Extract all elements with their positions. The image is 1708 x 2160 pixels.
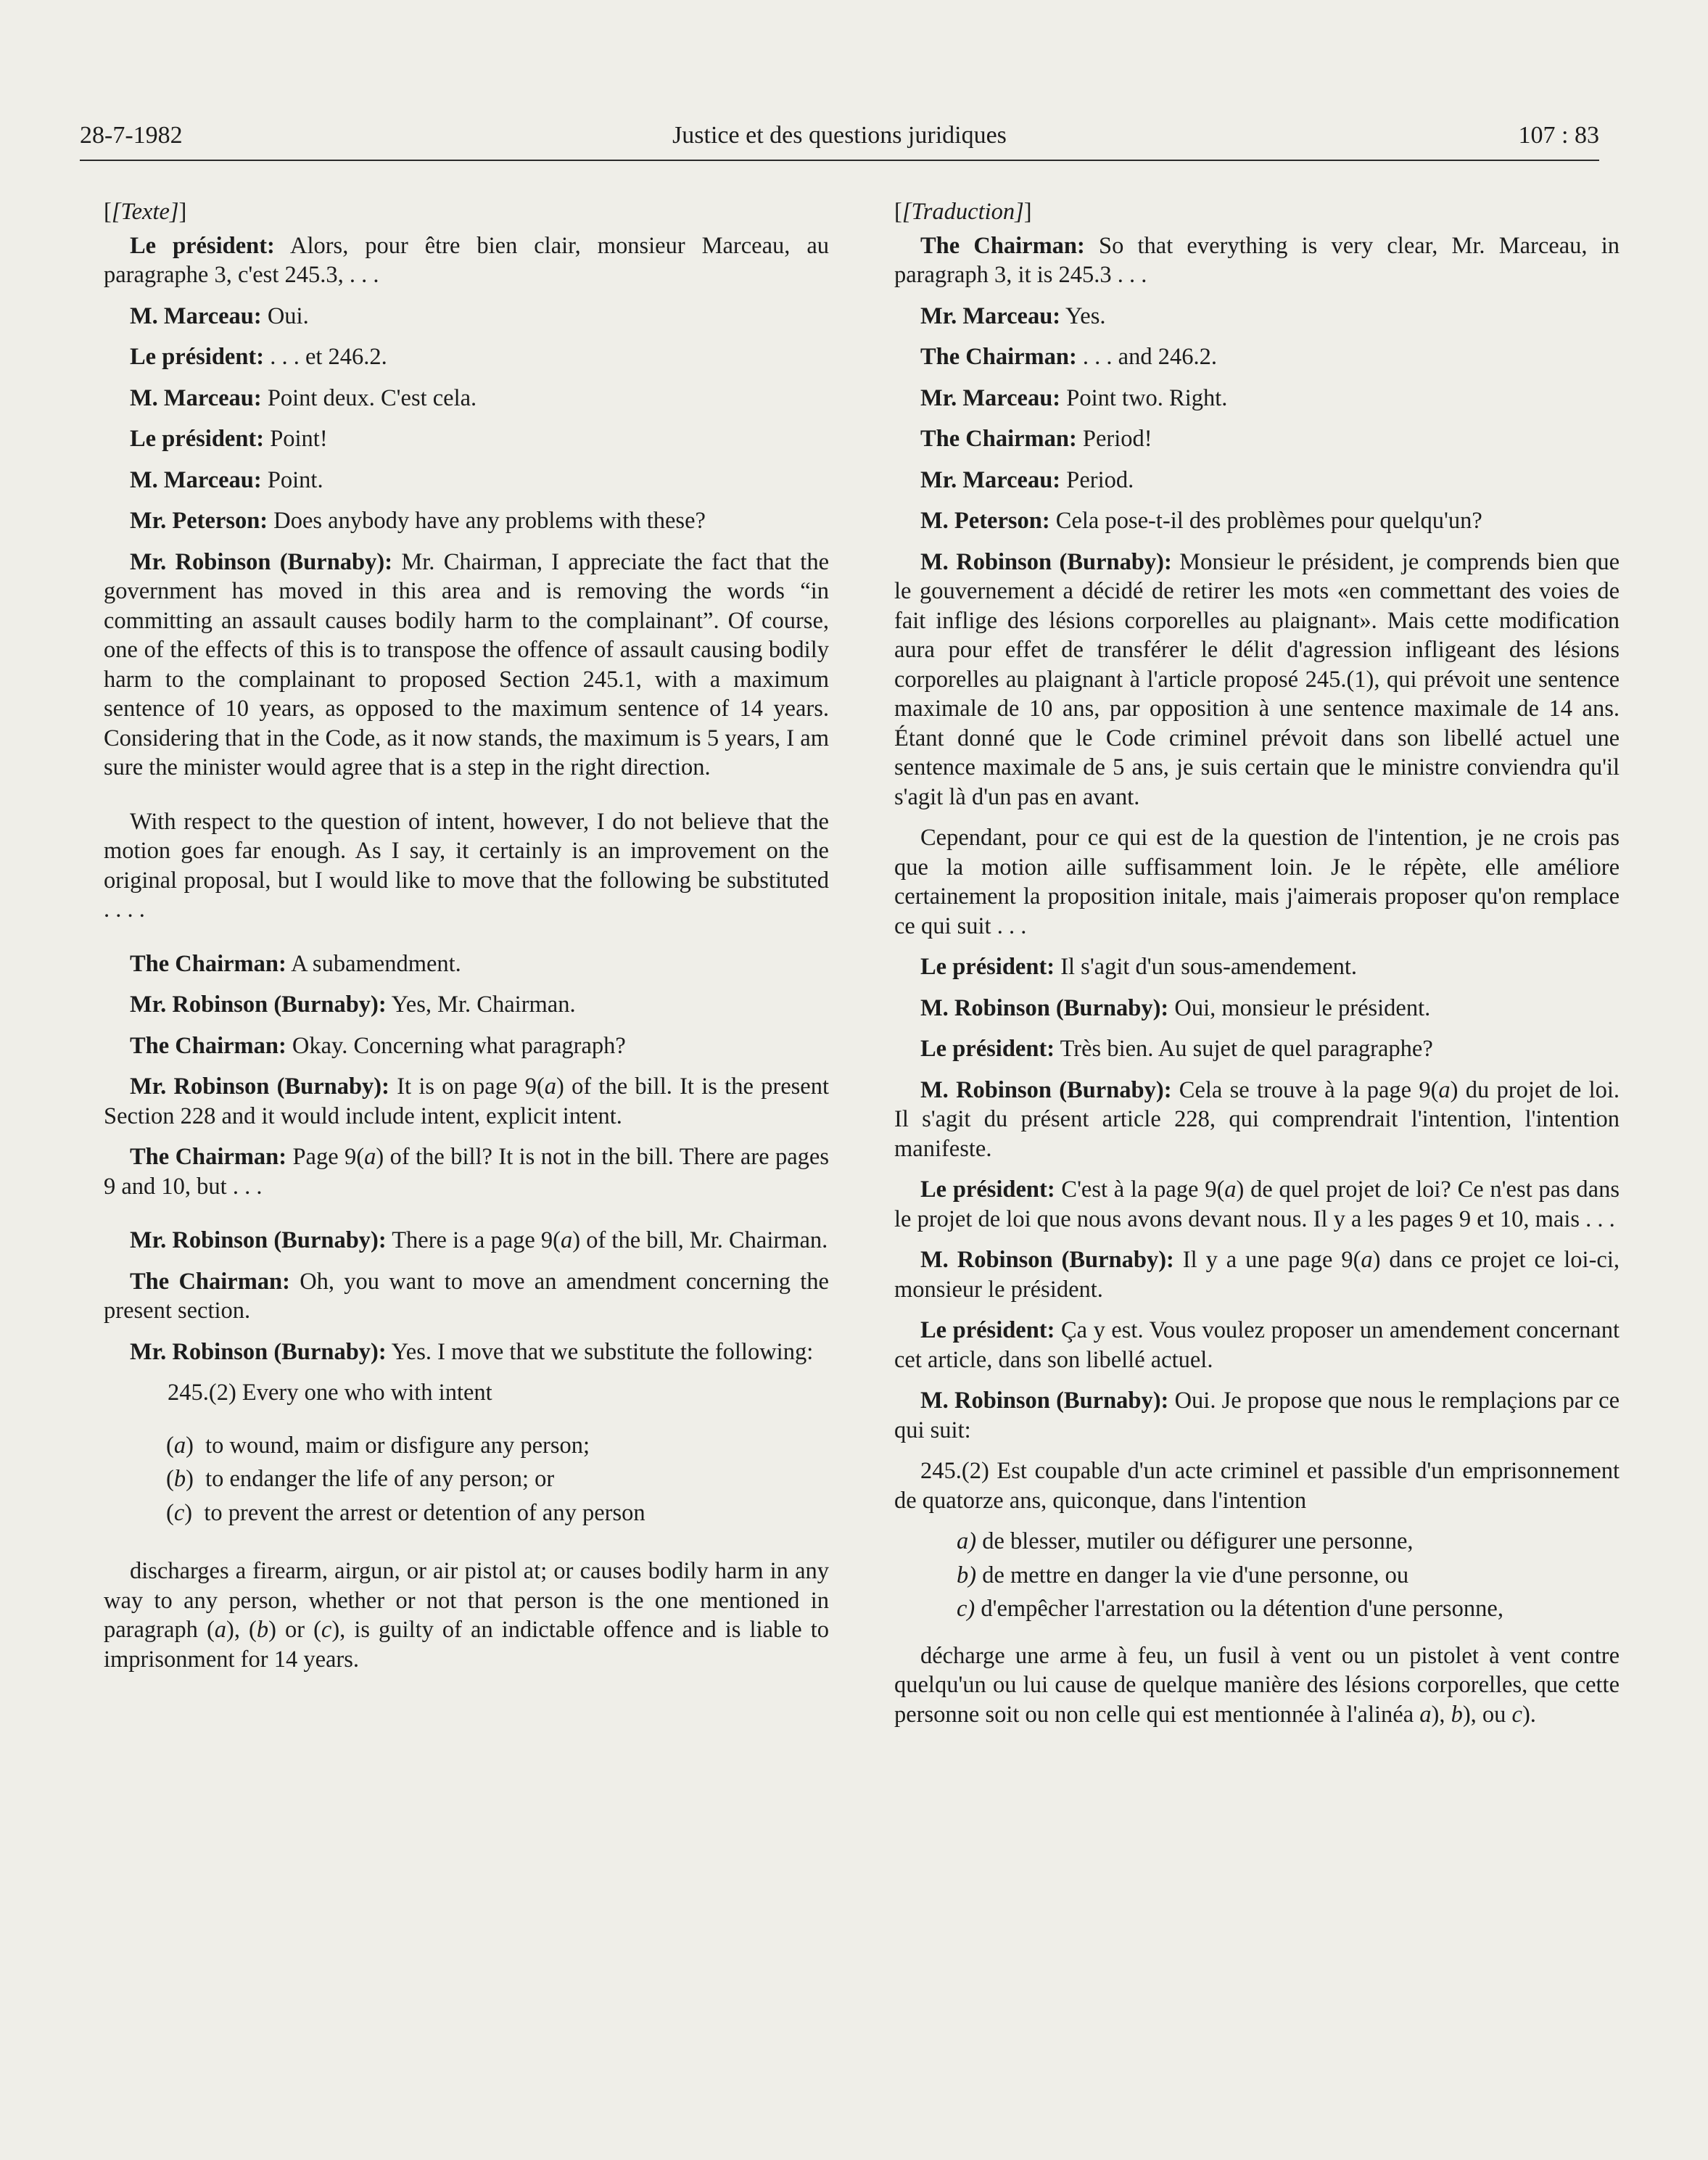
speech	[104, 1337, 829, 1367]
speech-text: Cela se trouve à la page 9(	[1171, 1076, 1439, 1103]
speech-italic: a	[364, 1144, 376, 1170]
speaker: Le président:	[920, 1036, 1055, 1062]
speech	[104, 231, 829, 290]
speaker: M. Robinson (Burnaby):	[920, 1076, 1172, 1103]
speech	[894, 1175, 1620, 1234]
quote-italic: c	[321, 1617, 332, 1643]
paragraph-text: de mettre en danger la vie d'une personne, ou	[982, 1562, 1409, 1588]
speech-text: Point.	[261, 466, 323, 493]
quote-text: ), (	[226, 1617, 257, 1643]
paragraph-text: to endanger the life of any person; or	[205, 1466, 555, 1492]
speech-text: Yes.	[1060, 302, 1106, 329]
speech-text: . . . et 246.2.	[264, 344, 387, 370]
speech	[894, 466, 1620, 495]
speech-text: There is a page 9(	[386, 1227, 561, 1253]
quote-text: ).	[1522, 1701, 1536, 1728]
column-tag: [[Traduction]]	[894, 199, 1032, 225]
speaker: Mr. Marceau:	[920, 302, 1061, 329]
paragraph-label: c)	[957, 1596, 975, 1622]
column-tag-text: [Texte]	[111, 199, 179, 225]
quote-text: ) or (	[268, 1617, 321, 1643]
speech	[894, 994, 1620, 1023]
speech	[894, 1245, 1620, 1304]
speech	[894, 342, 1620, 372]
speech	[104, 1226, 829, 1256]
quote-italic: a	[1419, 1701, 1432, 1728]
speech	[104, 990, 829, 1020]
speech-italic: a	[1361, 1247, 1373, 1273]
speaker: M. Robinson (Burnaby):	[920, 994, 1169, 1021]
speaker: Mr. Marceau:	[920, 466, 1061, 493]
paragraph-label: a	[173, 1432, 186, 1459]
speech-text: . . . and 246.2.	[1076, 344, 1217, 370]
quote-text: ), ou	[1462, 1701, 1512, 1728]
paragraph-text: de blesser, mutiler ou défigurer une personne,	[982, 1528, 1414, 1554]
speech-text: Point deux. C'est cela.	[261, 384, 477, 411]
quoted-section-end	[894, 1641, 1620, 1730]
quoted-section-intro: 245.(2) Every one who with intent	[168, 1380, 492, 1406]
quote-italic: a	[214, 1617, 227, 1643]
speech-text: Yes, Mr. Chairman.	[386, 992, 576, 1018]
speech	[894, 952, 1620, 982]
speech	[894, 1386, 1620, 1445]
speech-text: Monsieur le président, je comprends bien que le gouvernement a décidé de retirer les mots «en commettant des voies de fait inflige des lésions corporelles au plaignant». Mais cette modification aura pour effet de transférer le délit d'agression infligeant des lésions corporelles au plaignant à l'article proposé 245.(1), qui prévoit une sentence maximale de 10 ans, par opposition à une sentence maximale de 14 ans. Étant donné que le Code criminel prévoit dans son libellé actuel une sentence maximale de 5 ans, je suis certain que le ministre conviendra qu'il s'agit là d'un pas en avant.	[894, 548, 1620, 810]
header-date: 28-7-1982	[80, 122, 183, 149]
speech	[894, 302, 1620, 331]
speech	[894, 231, 1620, 290]
speaker: Mr. Robinson (Burnaby):	[130, 1073, 389, 1100]
speech-text: ) of the bill, Mr. Chairman.	[572, 1227, 828, 1253]
quoted-paragraph-b	[894, 1561, 1620, 1591]
column-tag: [[Texte]]	[104, 199, 187, 225]
quote-italic: b	[256, 1617, 269, 1643]
speaker: M. Robinson (Burnaby):	[920, 548, 1172, 575]
speech-text: ) of the bill? It is not in the bill. There are pages 9 and 10, but . . .	[104, 1144, 829, 1200]
paragraph-label: b	[173, 1466, 186, 1492]
paragraph-text: to prevent the arrest or detention of any person	[204, 1499, 645, 1526]
quoted-paragraph-a: (a) to wound, maim or disfigure any person;	[166, 1432, 590, 1459]
speech-text: Cela pose-t-il des problèmes pour quelqu'un?	[1049, 508, 1482, 534]
speech-text: Alors, pour être bien clair, monsieur Marceau, au paragraphe 3, c'est 245.3, . . .	[104, 232, 829, 288]
speech-text: ) dans ce projet ce loi-ci, monsieur le président.	[894, 1247, 1620, 1303]
speaker: Le président:	[920, 1176, 1055, 1203]
speech	[104, 466, 829, 495]
quoted-section-end	[104, 1557, 829, 1674]
header-rule	[80, 160, 1599, 161]
speech-text: Yes. I move that we substitute the following:	[386, 1338, 814, 1365]
quote-text: discharges a firearm, airgun, or air pistol at; or causes bodily harm in any way to any person, whether or not that person is the one mentioned in paragraph (	[104, 1558, 829, 1643]
speech-text: A subamendment.	[286, 950, 461, 977]
speech-text: Ça y est. Vous voulez proposer un amendement concernant cet article, dans son libellé actuel.	[894, 1317, 1620, 1373]
speech-text: ) of the bill. It is the present Section 228 and it would include intent, explicit intent.	[104, 1073, 829, 1129]
speech-italic: a	[561, 1227, 573, 1253]
speech-text: Period.	[1060, 466, 1134, 493]
speaker: M. Robinson (Burnaby):	[920, 1247, 1174, 1273]
speech-italic: a	[1224, 1176, 1237, 1203]
paragraph-label: c	[173, 1499, 185, 1526]
speech	[104, 1267, 829, 1326]
speaker: Mr. Marceau:	[920, 384, 1061, 411]
speaker: The Chairman:	[920, 426, 1077, 452]
speech	[894, 424, 1620, 454]
speaker: M. Robinson (Burnaby):	[920, 1388, 1169, 1414]
speaker: M. Marceau:	[130, 384, 262, 411]
speech-text: Period!	[1076, 426, 1152, 452]
speech	[104, 302, 829, 331]
speaker: Mr. Robinson (Burnaby):	[130, 1338, 387, 1365]
paragraph-text: d'empêcher l'arrestation ou la détention d'une personne,	[981, 1596, 1503, 1622]
column-tag-text: [Traduction]	[902, 199, 1024, 225]
speaker: M. Peterson:	[920, 508, 1050, 534]
speech	[104, 1142, 829, 1201]
quoted-paragraph-b: (b) to endanger the life of any person; or	[166, 1466, 555, 1492]
speaker: The Chairman:	[130, 950, 286, 977]
header-page-number: 107 : 83	[1518, 122, 1599, 149]
speech	[104, 1072, 829, 1131]
speech	[104, 548, 829, 783]
speech-text: ) de quel projet de loi? Ce n'est pas dans le projet de loi que nous avons devant nous. Il y a les pages 9 et 10, mais . . .	[894, 1176, 1620, 1232]
speaker: The Chairman:	[920, 344, 1077, 370]
speech-italic: a	[544, 1073, 556, 1100]
speech-text: So that everything is very clear, Mr. Marceau, in paragraph 3, it is 245.3 . . .	[894, 232, 1620, 288]
speaker: Le président:	[130, 426, 265, 452]
speaker: Le président:	[920, 954, 1055, 980]
speaker: The Chairman:	[130, 1268, 290, 1295]
paragraph-text: to wound, maim or disfigure any person;	[205, 1432, 590, 1459]
left-column	[104, 197, 829, 1686]
speech-text: Page 9(	[286, 1144, 365, 1170]
quote-text: décharge une arme à feu, un fusil à vent ou un pistolet à vent contre quelqu'un ou lui cause de quelque manière des lésions corporelles, que cette personne soit ou non celle qui est mentionnée à l'alinéa	[894, 1642, 1620, 1728]
speech	[894, 548, 1620, 812]
speech	[104, 342, 829, 372]
speaker: Le président:	[130, 344, 265, 370]
paragraph-label: a)	[957, 1528, 977, 1554]
speech-text: Point two. Right.	[1060, 384, 1228, 411]
speaker: The Chairman:	[920, 232, 1085, 259]
quote-text: ), is guilty of an indictable offence and is liable to imprisonment for 14 years.	[104, 1617, 829, 1673]
speaker: Mr. Robinson (Burnaby):	[130, 1227, 387, 1253]
speech	[894, 384, 1620, 413]
quoted-section-intro: 245.(2) Est coupable d'un acte criminel et passible d'un emprisonnement de quatorze ans, quiconque, dans l'intention	[894, 1458, 1620, 1514]
speech	[894, 506, 1620, 536]
quote-text: ),	[1431, 1701, 1451, 1728]
speech-continuation: Cependant, pour ce qui est de la question de l'intention, je ne crois pas que la motion aille suffisamment loin. Je le répète, elle améliore certainement la proposition initale, mais j'aimerais proposer qu'on remplace ce qui suit . . .	[894, 825, 1620, 939]
speech	[104, 506, 829, 536]
speaker: The Chairman:	[130, 1032, 286, 1059]
speech-text: Mr. Chairman, I appreciate the fact that the government has moved in this area and is removing the words “in committing an assault causes bodily harm to the complainant”. Of course, one of the effects of this is to transpose the offence of assault causing bodily harm to the complainant to proposed Section 245.1, with a maximum sentence of 10 years, as opposed to the maximum sentence of 14 years. Considering that in the Code, as it now stands, the maximum is 5 years, I am sure the minister would agree that is a step in the right direction.	[104, 548, 829, 780]
speech-continuation: With respect to the question of intent, however, I do not believe that the motion goes far enough. As I say, it certainly is an improvement on the original proposal, but I would like to move that the following be substituted . . . .	[104, 808, 829, 923]
speech-text: Does anybody have any problems with these?	[268, 508, 706, 534]
speech-text: ) du projet de loi. Il s'agit du présent article 228, qui comprendrait l'intention, l'intention manifeste.	[894, 1076, 1620, 1162]
quoted-paragraph-c	[894, 1594, 1620, 1624]
speech-italic: a	[1438, 1076, 1451, 1103]
speech	[104, 384, 829, 413]
speech-text: Il s'agit d'un sous-amendement.	[1055, 954, 1358, 980]
speech-text: Oh, you want to move an amendment concerning the present section.	[104, 1268, 829, 1324]
speech-text: Très bien. Au sujet de quel paragraphe?	[1055, 1036, 1433, 1062]
paragraph-label: b)	[957, 1562, 977, 1588]
speech-text: It is on page 9(	[389, 1073, 545, 1100]
speaker: Mr. Robinson (Burnaby):	[130, 992, 387, 1018]
speaker: Le président:	[920, 1317, 1055, 1343]
speech-text: Oui, monsieur le président.	[1168, 994, 1431, 1021]
speech-text: Oui. Je propose que nous le remplaçions par ce qui suit:	[894, 1388, 1620, 1443]
speech-text: C'est à la page 9(	[1055, 1176, 1225, 1203]
speaker: M. Marceau:	[130, 302, 262, 329]
speech-text: Okay. Concerning what paragraph?	[286, 1032, 626, 1059]
speaker: Mr. Robinson (Burnaby):	[130, 548, 393, 575]
speech-text: Il y a une page 9(	[1173, 1247, 1361, 1273]
speaker: The Chairman:	[130, 1144, 287, 1170]
speech	[104, 424, 829, 454]
quoted-paragraph-a	[894, 1527, 1620, 1557]
speech	[894, 1076, 1620, 1164]
quote-italic: b	[1451, 1701, 1463, 1728]
speech	[894, 1034, 1620, 1064]
speech	[894, 1316, 1620, 1374]
quote-italic: c	[1511, 1701, 1522, 1728]
speaker: Le président:	[130, 232, 275, 259]
running-header	[80, 122, 1599, 158]
speech	[104, 1031, 829, 1061]
speaker: M. Marceau:	[130, 466, 262, 493]
speech	[104, 949, 829, 979]
header-title: Justice et des questions juridiques	[672, 122, 1007, 149]
speech-text: Point!	[264, 426, 328, 452]
right-column	[894, 197, 1620, 1741]
speaker: Mr. Peterson:	[130, 508, 268, 534]
quoted-paragraph-c: (c) to prevent the arrest or detention of any person	[166, 1499, 645, 1526]
speech-text: Oui.	[261, 302, 309, 329]
